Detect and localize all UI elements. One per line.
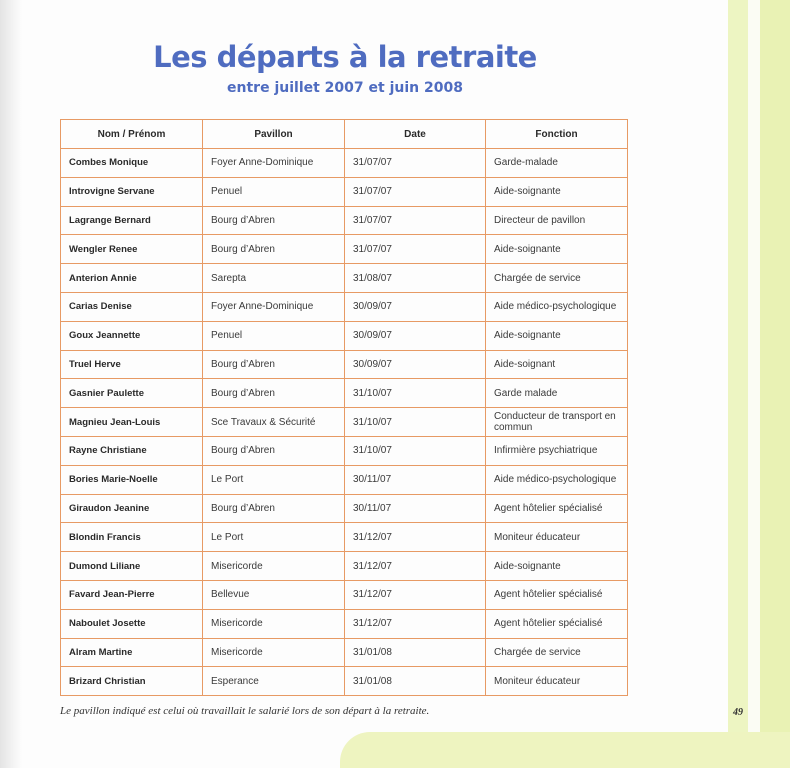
retirement-table	[60, 119, 628, 696]
cell-name: Bories Marie-Noelle	[61, 465, 203, 494]
table-row	[61, 523, 628, 552]
header-name: Nom / Prénom	[61, 120, 203, 149]
page-gutter-shadow	[0, 0, 22, 768]
header-fonction: Fonction	[486, 120, 628, 149]
cell-fonction: Moniteur éducateur	[486, 667, 628, 696]
table-row	[61, 494, 628, 523]
table-row	[61, 149, 628, 178]
cell-pavillon: Bourg d’Abren	[203, 206, 345, 235]
table-row	[61, 235, 628, 264]
cell-name: Goux Jeannette	[61, 321, 203, 350]
table-row	[61, 206, 628, 235]
header-pavillon: Pavillon	[203, 120, 345, 149]
cell-date: 31/12/07	[345, 609, 486, 638]
table-body	[61, 149, 628, 696]
cell-name: Blondin Francis	[61, 523, 203, 552]
cell-fonction: Aide-soignante	[486, 552, 628, 581]
cell-name: Wengler Renee	[61, 235, 203, 264]
cell-fonction: Directeur de pavillon	[486, 206, 628, 235]
side-tab-edge	[728, 0, 750, 768]
cell-name: Brizard Christian	[61, 667, 203, 696]
cell-date: 30/09/07	[345, 350, 486, 379]
cell-name: Giraudon Jeanine	[61, 494, 203, 523]
cell-pavillon: Bourg d’Abren	[203, 436, 345, 465]
footnote: Le pavillon indiqué est celui où travaillait le salarié lors de son départ à la retraite.	[60, 705, 430, 717]
cell-pavillon: Misericorde	[203, 638, 345, 667]
cell-date: 31/10/07	[345, 408, 486, 437]
table-row	[61, 321, 628, 350]
cell-fonction: Garde-malade	[486, 149, 628, 178]
table-header-row	[61, 120, 628, 149]
cell-pavillon: Sarepta	[203, 264, 345, 293]
cell-pavillon: Penuel	[203, 321, 345, 350]
cell-pavillon: Bourg d’Abren	[203, 235, 345, 264]
cell-fonction: Agent hôtelier spécialisé	[486, 494, 628, 523]
table-row	[61, 609, 628, 638]
table-row	[61, 350, 628, 379]
cell-fonction: Infirmière psychiatrique	[486, 436, 628, 465]
cell-name: Dumond Liliane	[61, 552, 203, 581]
table-row	[61, 292, 628, 321]
cell-fonction: Garde malade	[486, 379, 628, 408]
cell-fonction: Chargée de service	[486, 638, 628, 667]
page-number: 49	[733, 707, 743, 718]
cell-pavillon: Misericorde	[203, 609, 345, 638]
cell-pavillon: Le Port	[203, 523, 345, 552]
page-title: Les départs à la retraite	[153, 40, 537, 74]
cell-date: 31/08/07	[345, 264, 486, 293]
side-tab-white-strip	[748, 0, 760, 768]
table-row	[61, 408, 628, 437]
cell-pavillon: Sce Travaux & Sécurité	[203, 408, 345, 437]
table-row	[61, 465, 628, 494]
cell-date: 31/07/07	[345, 206, 486, 235]
cell-date: 30/11/07	[345, 494, 486, 523]
cell-name: Gasnier Paulette	[61, 379, 203, 408]
cell-pavillon: Bourg d’Abren	[203, 350, 345, 379]
cell-date: 31/12/07	[345, 552, 486, 581]
table-row	[61, 379, 628, 408]
cell-date: 31/07/07	[345, 235, 486, 264]
table-row	[61, 436, 628, 465]
cell-name: Lagrange Bernard	[61, 206, 203, 235]
cell-pavillon: Bourg d’Abren	[203, 494, 345, 523]
cell-date: 30/11/07	[345, 465, 486, 494]
cell-name: Anterion Annie	[61, 264, 203, 293]
cell-date: 31/10/07	[345, 436, 486, 465]
cell-name: Rayne Christiane	[61, 436, 203, 465]
table-row	[61, 667, 628, 696]
cell-date: 31/01/08	[345, 638, 486, 667]
cell-pavillon: Le Port	[203, 465, 345, 494]
cell-date: 30/09/07	[345, 321, 486, 350]
cell-pavillon: Foyer Anne-Dominique	[203, 292, 345, 321]
cell-pavillon: Esperance	[203, 667, 345, 696]
cell-pavillon: Bellevue	[203, 580, 345, 609]
cell-fonction: Aide médico-psychologique	[486, 465, 628, 494]
cell-date: 30/09/07	[345, 292, 486, 321]
table-row	[61, 552, 628, 581]
cell-name: Naboulet Josette	[61, 609, 203, 638]
bottom-decorative-band	[340, 732, 790, 768]
cell-pavillon: Foyer Anne-Dominique	[203, 149, 345, 178]
cell-fonction: Aide-soignante	[486, 235, 628, 264]
header-date: Date	[345, 120, 486, 149]
table-row	[61, 177, 628, 206]
cell-fonction: Agent hôtelier spécialisé	[486, 580, 628, 609]
cell-pavillon: Penuel	[203, 177, 345, 206]
cell-date: 31/12/07	[345, 523, 486, 552]
cell-pavillon: Misericorde	[203, 552, 345, 581]
cell-pavillon: Bourg d’Abren	[203, 379, 345, 408]
cell-date: 31/07/07	[345, 177, 486, 206]
cell-name: Alram Martine	[61, 638, 203, 667]
cell-fonction: Chargée de service	[486, 264, 628, 293]
cell-name: Carias Denise	[61, 292, 203, 321]
table-row	[61, 638, 628, 667]
cell-name: Truel Herve	[61, 350, 203, 379]
cell-date: 31/12/07	[345, 580, 486, 609]
cell-date: 31/10/07	[345, 379, 486, 408]
cell-name: Favard Jean-Pierre	[61, 580, 203, 609]
cell-fonction: Agent hôtelier spécialisé	[486, 609, 628, 638]
cell-fonction: Aide médico-psychologique	[486, 292, 628, 321]
cell-name: Introvigne Servane	[61, 177, 203, 206]
cell-fonction: Aide-soignante	[486, 177, 628, 206]
cell-fonction: Aide-soignante	[486, 321, 628, 350]
cell-fonction: Conducteur de transport en commun	[486, 408, 628, 437]
table-row	[61, 264, 628, 293]
cell-name: Combes Monique	[61, 149, 203, 178]
table-row	[61, 580, 628, 609]
cell-fonction: Aide-soignant	[486, 350, 628, 379]
cell-name: Magnieu Jean-Louis	[61, 408, 203, 437]
page-subtitle: entre juillet 2007 et juin 2008	[227, 80, 463, 96]
cell-date: 31/01/08	[345, 667, 486, 696]
cell-fonction: Moniteur éducateur	[486, 523, 628, 552]
cell-date: 31/07/07	[345, 149, 486, 178]
